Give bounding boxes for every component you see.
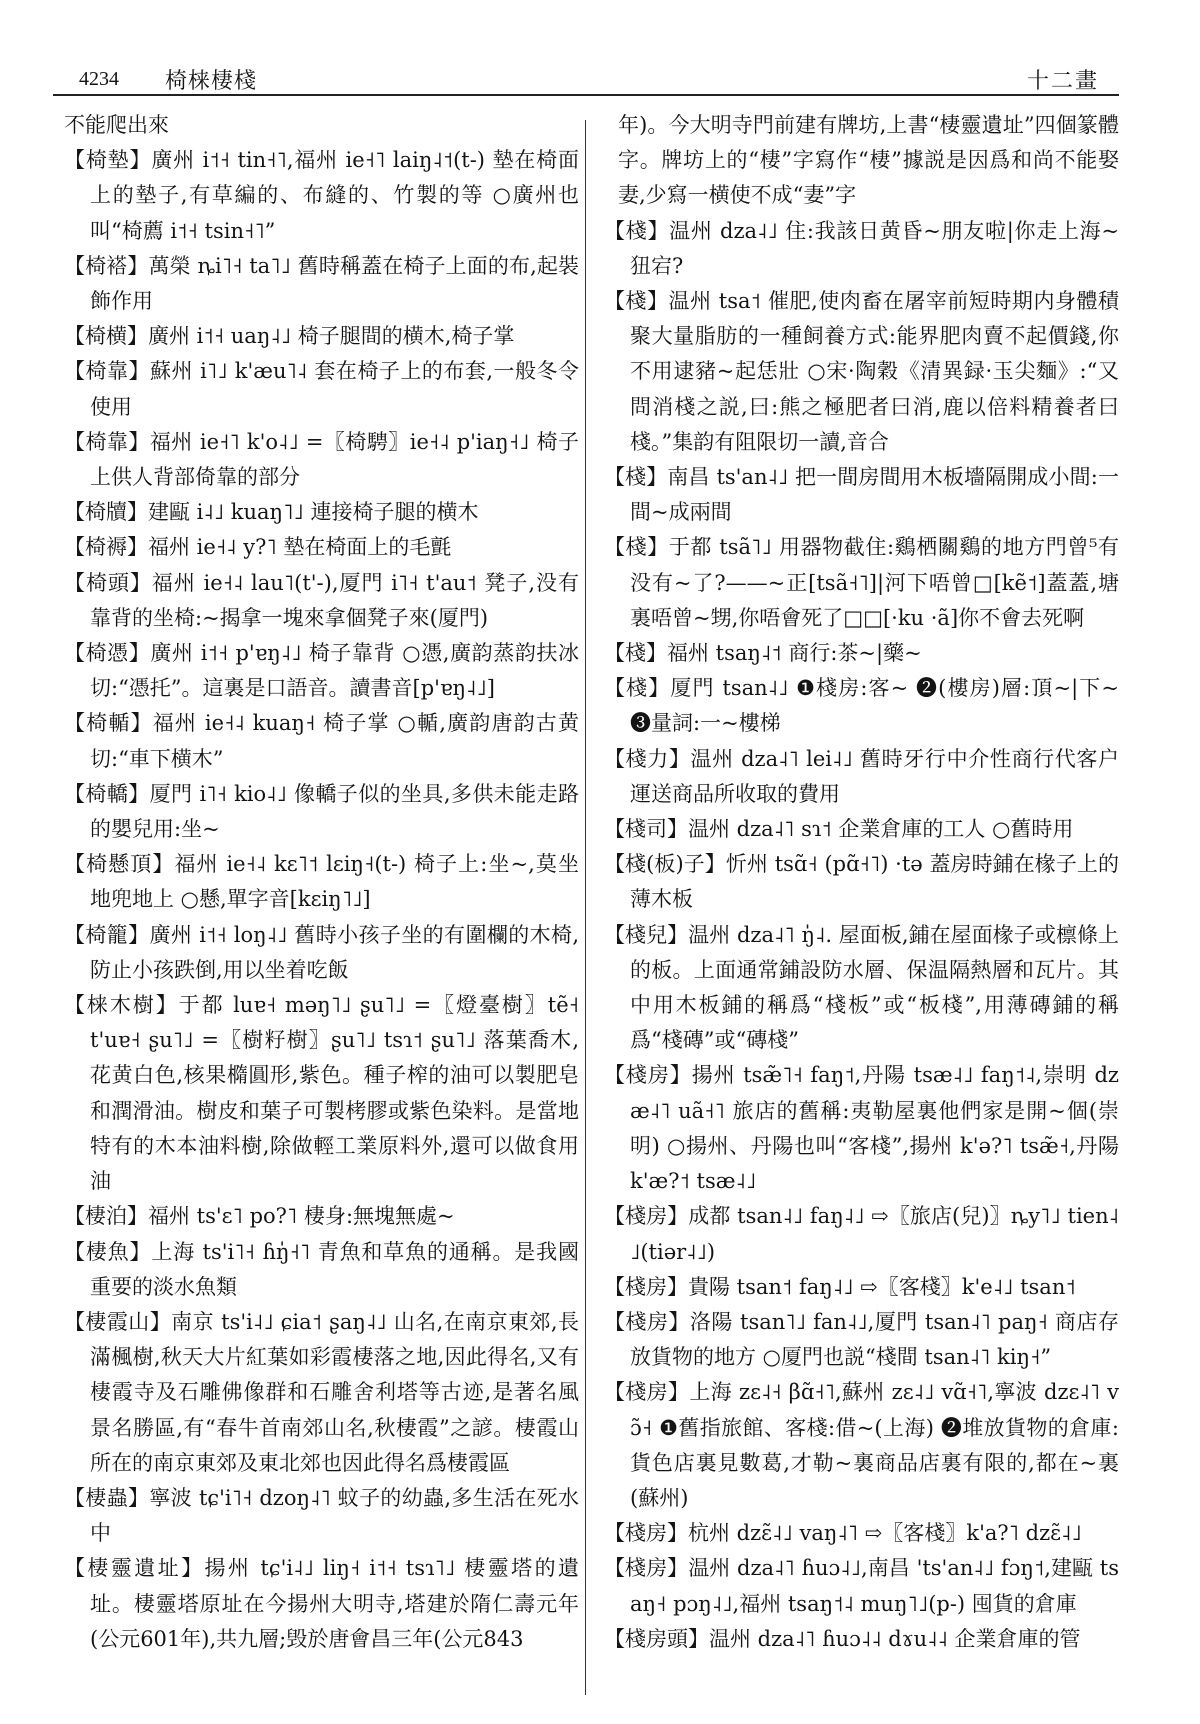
dictionary-entry: 【棧房】温州 dza˨˥ ɦuɔ˨˩,南昌 'ts'an˨˩ fɔŋ˦,建甌 tsaŋ˧ pɔŋ˨˩,福州 tsaŋ˦˨ muŋ˥˩(p-) 囤貨的倉庫 [604, 1556, 1119, 1616]
dictionary-entry: 【棧】于都 tsã˥˩ 用器物截住:鷄栖關鷄的地方門曾⁵有没有~了?——~正[tsã˧˥]|河下唔曾□[kẽ˦]蓋蓋,塘裏唔曾~甥,你唔會死了□□[·ku ·ã]你不會去死啊 [604, 535, 1119, 630]
dictionary-entry: 【棧(板)子】忻州 tsɑ̃˧ (pɑ̃˧˥) ·tə 蓋房時鋪在椽子上的薄木板 [604, 852, 1119, 912]
dictionary-entry: 【椅靠】蘇州 i˥˩ k'æu˥˨ 套在椅子上的布套,一般冬令使用 [64, 359, 579, 419]
dictionary-entry: 【棧】温州 dza˨˩ 住:我該日黄昏~朋友啦|你走上海~狃宕? [604, 218, 1119, 278]
dictionary-entry: 【棧】厦門 tsan˨˩ ❶棧房:客~ ❷(樓房)層:頂~|下~ ❸量詞:一~樓梯 [604, 676, 1119, 736]
dictionary-entry: 【椅輴】福州 ie˧˨ kuaŋ˧ 椅子掌 ○輴,廣韵唐韵古黄切:“車下横木” [64, 711, 579, 771]
dictionary-entry: 不能爬出來 [64, 113, 169, 137]
dictionary-entry: 【棧】南昌 ts'an˨˩ 把一間房間用木板墻隔開成小間:一間~成兩間 [604, 465, 1119, 525]
dictionary-entry: 【棧房】杭州 dzɛ̃˨˩ vaŋ˨˥ ⇨〖客棧〗k'a?˥ dzɛ̃˨˩ [604, 1521, 1082, 1546]
dictionary-entry: 【棲魚】上海 ts'i˥˧ ɦŋ̍˧˥ 青魚和草魚的通稱。是我國重要的淡水魚類 [64, 1239, 579, 1299]
dictionary-entry: 【棧司】温州 dza˨˥ sɿ˦ 企業倉庫的工人 ○舊時用 [604, 817, 1074, 842]
running-title: 椅梾棲棧 [165, 69, 258, 94]
dictionary-entry: 【棲蟲】寧波 tɕ'i˥˧ dzoŋ˨˥ 蚊子的幼蟲,多生活在死水中 [64, 1485, 579, 1546]
dictionary-entry: 【椅牘】建甌 i˨˩ kuaŋ˥˩ 連接椅子腿的横木 [64, 500, 479, 525]
dictionary-entry: 【椅懸頂】福州 ie˧˨ kɛ˥˦ lɛiŋ˧(t-) 椅子上:坐~,莫坐地兜地上 ○懸,單字音[kɛiŋ˥˩] [64, 852, 579, 912]
dictionary-entry: 【椅籠】廣州 i˦˧ loŋ˨˩ 舊時小孩子坐的有圍欄的木椅,防止小孩跌倒,用以坐着吃飯 [64, 922, 579, 982]
left-column [64, 108, 579, 1708]
dictionary-entry: 【棧房】洛陽 tsan˥˩ fan˨˩,厦門 tsan˨˥ paŋ˧ 商店存放貨物的地方 ○厦門也説“棧間 tsan˨˥ kiŋ˧” [604, 1309, 1119, 1370]
dictionary-entry: 【椅轎】厦門 i˥˧ kio˨˩ 像轎子似的坐具,多供未能走路的嬰兒用:坐~ [64, 781, 579, 842]
right-column [604, 108, 1119, 1708]
dictionary-entry: 【梾木樹】于都 luɐ˧ məŋ˥˩ ʂu˥˩ =〖燈臺樹〗tẽ˧ t'uɐ˧ ʂu˥˩ =〖樹籽樹〗ʂu˥˩ tsɿ˦ ʂu˥˩ 落葉喬木,花黄白色,核果橢圓形,紫色。種子榨的油可以製肥皂和潤滑油。樹皮和葉子可製栲膠或紫色染料。是當地特有的木本油料樹,除做輕工業原料外,還可以做食用油 [64, 993, 579, 1194]
dictionary-entry: 【棧兒】温州 dza˨˥ ŋ̍˨. 屋面板,鋪在屋面椽子或檩條上的板。上面通常鋪設防水層、保温隔熱層和瓦片。其中用木板鋪的稱爲“棧板”或“板棧”,用薄磚鋪的稱爲“棧磚”或“磚棧” [604, 922, 1119, 1053]
dictionary-entry: 【棧】温州 tsa˦ 催肥,使肉畜在屠宰前短時期内身體積聚大量脂肪的一種飼養方式:能界肥肉賣不起價錢,你不用逮豬~起恁壯 ○宋·陶穀《清異録·玉尖麵》:“又問消棧之説,曰:熊之極肥者曰消,鹿以倍料精養者曰棧。”集韵有阻限切一讀,音合 [604, 289, 1119, 454]
dictionary-entry: 【椅頭】福州 ie˧˨ lau˥(t'-),厦門 i˥˧ t'au˦ 凳子,没有靠背的坐椅:~揭拿一塊來拿個凳子來(厦門) [64, 570, 579, 630]
dictionary-entry: 【椅憑】廣州 i˦˧ p'ɐŋ˨˩ 椅子靠背 ○憑,廣韵蒸韵扶冰切:“憑托”。這裏是口語音。讀書音[p'ɐŋ˨˩] [64, 641, 579, 701]
dictionary-entry: 【椅褡】萬榮 ȵi˥˧ ta˥˩ 舊時稱蓋在椅子上面的布,起裝飾作用 [64, 253, 579, 314]
page-number: 4234 [79, 68, 119, 90]
dictionary-entry: 【棧房】成都 tsan˨˩ faŋ˨˩ ⇨〖旅店(兒)〗ȵy˥˩ tien˨˩(tiər˨˩) [604, 1204, 1119, 1264]
dictionary-entry: 【椅横】廣州 i˦˧ uaŋ˨˩ 椅子腿間的横木,椅子掌 [64, 324, 515, 349]
dictionary-entry: 【棧房頭】温州 dza˨˥ ɦuɔ˨˨ dɤu˨˨ 企業倉庫的管 [604, 1626, 1081, 1651]
dictionary-entry: 年)。今大明寺門前建有牌坊,上書“棲靈遺址”四個篆體字。牌坊上的“棲”字寫作“棲”據説是因爲和尚不能娶妻,少寫一横使不成“妻”字 [618, 113, 1119, 208]
dictionary-entry: 【棧房】上海 zɛ˨˧ βɑ̃˧˥,蘇州 zɛ˨˩ vɑ̃˧˥,寧波 dzɛ˨˥ vɔ̃˧ ❶舊指旅館、客棧:借~(上海) ❷堆放貨物的倉庫:貨色店裏見數葛,才勒~裏商品店裏有限的,都在~裏(蘇州) [604, 1380, 1119, 1510]
dictionary-entry: 【棲靈遺址】揚州 tɕ'i˨˩ liŋ˧ i˦˧ tsɿ˥˩ 棲靈塔的遺址。棲靈塔原址在今揚州大明寺,塔建於隋仁壽元年(公元601年),共九層;毁於唐會昌三年(公元843 [64, 1556, 579, 1651]
column-divider [585, 120, 586, 1695]
dictionary-entry: 【棧房】揚州 tsæ̃˥˧ faŋ˦,丹陽 tsæ˨˩ faŋ˦˨,崇明 dzæ˨˥ uã˧˥ 旅店的舊稱:夷勒屋裏他們家是開~個(崇明) ○揚州、丹陽也叫“客棧”,揚州 k'ə?˥ tsæ̃˧,丹陽 k'æ?˦ tsæ˨˩ [604, 1063, 1119, 1194]
dictionary-entry: 【棲泊】福州 ts'ɛ˥ po?˥ 棲身:無塊無處~ [64, 1204, 455, 1229]
dictionary-entry: 【椅靠】福州 ie˧˥ k'o˨˩ =〖椅騁〗ie˧˨ p'iaŋ˧˩ 椅子上供人背部倚靠的部分 [64, 429, 579, 490]
dictionary-entry: 【椅褥】福州 ie˧˨ y?˥ 墊在椅面上的毛氈 [64, 535, 452, 560]
dictionary-entry: 【棧房】貴陽 tsan˦ faŋ˨˩ ⇨〖客棧〗k'e˨˩ tsan˦ [604, 1274, 1076, 1299]
stroke-section: 十二畫 [1026, 69, 1099, 94]
dictionary-entry: 【棧力】温州 dza˨˥ lei˨˩ 舊時牙行中介性商行代客户運送商品所收取的費用 [604, 746, 1119, 806]
page-header [53, 52, 1119, 96]
dictionary-entry: 【棲霞山】南京 ts'i˨˩ ɕia˦ ʂaŋ˨˩ 山名,在南京東郊,長滿楓樹,秋天大片紅葉如彩霞棲落之地,因此得名,又有棲霞寺及石雕佛像群和石雕舍利塔等古迹,是著名風景名勝區,有“春牛首南郊山名,秋棲霞”之諺。棲霞山所在的南京東郊及東北郊也因此得名爲棲霞區 [64, 1309, 579, 1475]
dictionary-entry: 【棧】福州 tsaŋ˨˦ 商行:茶~|藥~ [604, 641, 922, 666]
dictionary-entry: 【椅墊】廣州 i˦˧ tin˧˥,福州 ie˧˥ laiŋ˨˦(t-) 墊在椅面上的墊子,有草編的、布縫的、竹製的等 ○廣州也叫“椅薦 i˦˧ tsin˧˥” [64, 148, 579, 243]
